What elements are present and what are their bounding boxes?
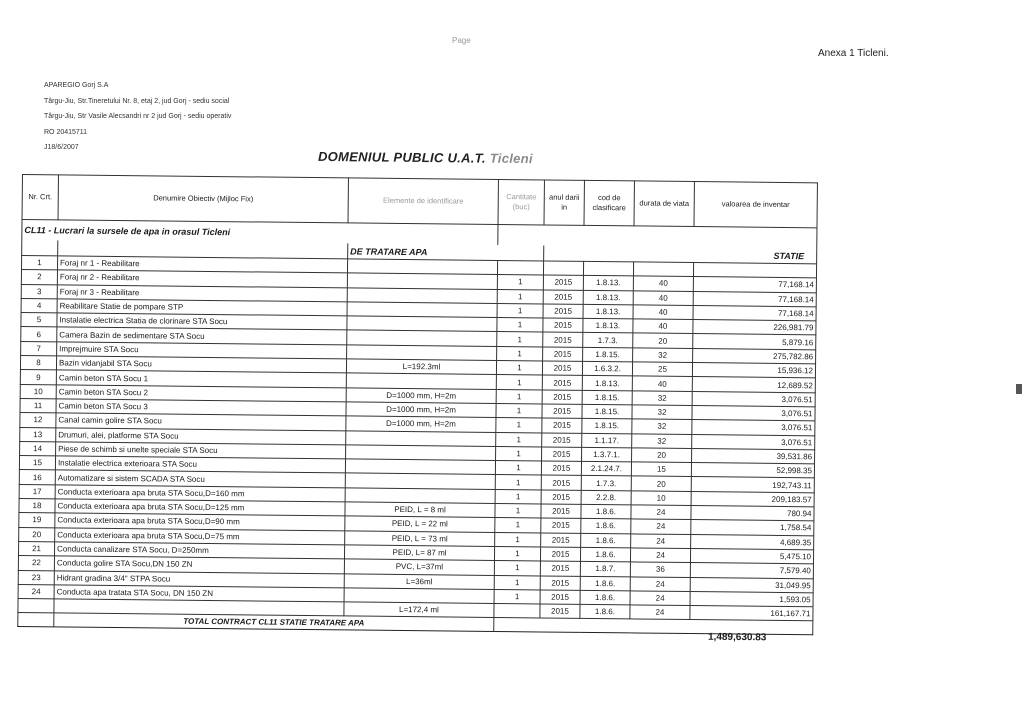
cell-name: Reabilitare Statie de pompare STP bbox=[57, 299, 347, 316]
cell-name: Foraj nr 2 - Reabilitare bbox=[57, 270, 347, 287]
cell-code: 1.7.3. bbox=[581, 476, 631, 491]
cell-value: 3,076.51 bbox=[692, 434, 815, 450]
cell-name: Bazin vidanjabil STA Socu bbox=[56, 356, 346, 373]
cell-name: Camin beton STA Socu 1 bbox=[56, 370, 346, 387]
header-year: anul darii in bbox=[544, 180, 584, 225]
cell-qty: 1 bbox=[496, 403, 542, 418]
cell-qty: 1 bbox=[495, 532, 541, 547]
grand-total: 1,489,630.83 bbox=[707, 631, 767, 644]
cell-ident: L=192.3ml bbox=[346, 359, 496, 375]
cell-nr: 19 bbox=[19, 513, 55, 528]
cell-ident bbox=[347, 302, 497, 318]
cell-life: 32 bbox=[632, 419, 692, 434]
cell-nr: 7 bbox=[21, 341, 57, 356]
cell-life: 15 bbox=[631, 462, 691, 477]
cell-life: 24 bbox=[631, 534, 691, 549]
cell-life: 32 bbox=[632, 405, 692, 420]
cell-value: 77,168.14 bbox=[693, 305, 816, 321]
cell-name: Foraj nr 3 - Reabilitare bbox=[57, 284, 347, 301]
cell-year: 2015 bbox=[541, 504, 581, 519]
cell-year: 2015 bbox=[542, 447, 582, 462]
cell-value: 209,183.57 bbox=[691, 491, 814, 507]
cell-value: 3,076.51 bbox=[692, 405, 815, 421]
cell-nr: 24 bbox=[18, 584, 54, 599]
cell-ident bbox=[345, 488, 495, 504]
cell-value: 1,758.54 bbox=[691, 520, 814, 536]
company-header bbox=[44, 78, 231, 156]
cell-nr: 14 bbox=[20, 441, 56, 456]
cell-ident bbox=[345, 473, 495, 489]
section-right-title: STATIE bbox=[544, 245, 817, 263]
cell-nr: 16 bbox=[19, 470, 55, 485]
inventory-sheet bbox=[17, 174, 817, 636]
cell-code: 1.8.6. bbox=[580, 590, 630, 605]
cell-name: Canal camin golire STA Socu bbox=[56, 413, 346, 430]
company-ro: RO 20415711 bbox=[44, 128, 88, 136]
cell-code: 1.3.7.1. bbox=[582, 447, 632, 462]
cell-value: 39,531.86 bbox=[692, 448, 815, 464]
cell-name: Imprejmuire STA Socu bbox=[57, 342, 347, 359]
cell-life: 24 bbox=[631, 505, 691, 520]
cell-year: 2015 bbox=[541, 518, 581, 533]
title-place: Ticleni bbox=[489, 150, 533, 167]
cell-qty: 1 bbox=[497, 275, 543, 290]
cell-code: 1.8.6. bbox=[580, 547, 630, 562]
cell-code: 1.8.15. bbox=[582, 419, 632, 434]
cell-ident bbox=[346, 445, 496, 461]
cell-value: 5,475.10 bbox=[690, 548, 813, 564]
cell-year: 2015 bbox=[540, 561, 580, 576]
cell-nr: 9 bbox=[20, 370, 56, 385]
cell-nr: 2 bbox=[21, 270, 57, 285]
cell-nr: 3 bbox=[21, 284, 57, 299]
cell-ident: L=36ml bbox=[344, 573, 494, 589]
cell-name: Instalatie electrica exterioara STA Socu bbox=[55, 456, 345, 473]
cell-qty: 1 bbox=[497, 332, 543, 347]
cell-year: 2015 bbox=[541, 490, 581, 505]
cell-year bbox=[543, 261, 583, 276]
cell-nr bbox=[18, 599, 54, 614]
cell-year: 2015 bbox=[542, 404, 582, 419]
company-j: J18/6/2007 bbox=[44, 144, 79, 151]
cell-year: 2015 bbox=[542, 433, 582, 448]
cell-ident: D=1000 mm, H=2m bbox=[346, 402, 496, 418]
cell-qty: 1 bbox=[495, 518, 541, 533]
header-life: durata de viata bbox=[634, 181, 694, 227]
header-ident: Elemente de identificare bbox=[348, 178, 498, 225]
cell-value: 226,981.79 bbox=[693, 320, 816, 336]
cell-value: 192,743.11 bbox=[691, 477, 814, 493]
cell-name: Instalatie electrica Statia de clorinare STA Socu bbox=[57, 313, 347, 330]
cell-ident bbox=[344, 588, 494, 604]
cell-year: 2015 bbox=[543, 332, 583, 347]
cell-qty: 1 bbox=[496, 361, 542, 376]
cell-nr: 11 bbox=[20, 398, 56, 413]
cell-life: 24 bbox=[630, 576, 690, 591]
cell-ident bbox=[347, 316, 497, 332]
cell-life: 25 bbox=[632, 362, 692, 377]
cell-life: 32 bbox=[632, 433, 692, 448]
cell-ident bbox=[347, 345, 497, 361]
cell-name: Automatizare si sistem SCADA STA Socu bbox=[55, 470, 345, 487]
cell-ident: PEID, L = 8 ml bbox=[345, 502, 495, 518]
cell-code: 1.8.7. bbox=[580, 562, 630, 577]
cell-life: 40 bbox=[633, 276, 693, 291]
cell-life: 10 bbox=[631, 491, 691, 506]
cell-value: 161,167.71 bbox=[690, 606, 813, 622]
cell-year: 2015 bbox=[542, 375, 582, 390]
cell-ident: PEID, L= 87 ml bbox=[344, 545, 494, 561]
cell-nr: 12 bbox=[20, 413, 56, 428]
cell-year: 2015 bbox=[542, 418, 582, 433]
cell-value: 780.94 bbox=[691, 506, 814, 522]
cell-qty: 1 bbox=[496, 389, 542, 404]
cell-year: 2015 bbox=[543, 275, 583, 290]
cell-nr: 1 bbox=[21, 256, 57, 271]
cell-life: 40 bbox=[633, 291, 693, 306]
cell-ident bbox=[346, 373, 496, 389]
cell-life: 24 bbox=[630, 548, 690, 563]
cell-name: Conducta exterioara apa bruta STA Socu,D=125 mm bbox=[55, 499, 345, 516]
cell-life: 32 bbox=[633, 348, 693, 363]
cell-code: 1.7.3. bbox=[583, 333, 633, 348]
cell-qty: 1 bbox=[494, 575, 540, 590]
cell-nr: 18 bbox=[19, 499, 55, 514]
cell-qty: 1 bbox=[497, 289, 543, 304]
cell-year: 2015 bbox=[543, 347, 583, 362]
inventory-table bbox=[17, 174, 818, 636]
cell-value: 77,168.14 bbox=[693, 291, 816, 307]
cell-life: 24 bbox=[630, 605, 690, 620]
company-address-social: Târgu-Jiu, Str.Tineretului Nr. 8, etaj 2, jud Gorj - sediu social bbox=[44, 97, 230, 105]
cell-ident bbox=[347, 288, 497, 304]
cell-name: Hidrant gradina 3/4" STPA Socu bbox=[54, 570, 344, 587]
title-main: DOMENIUL PUBLIC U.A.T. bbox=[317, 148, 486, 166]
cell-code: 1.8.13. bbox=[583, 319, 633, 334]
cell-nr: 6 bbox=[21, 327, 57, 342]
scan-edge-mark bbox=[1016, 384, 1022, 394]
cell-life: 20 bbox=[633, 333, 693, 348]
cell-ident bbox=[346, 430, 496, 446]
cell-qty: 1 bbox=[496, 375, 542, 390]
cell-life: 40 bbox=[633, 319, 693, 334]
cell-name: Drumuri, alei, platforme STA Socu bbox=[56, 427, 346, 444]
cell-nr: 10 bbox=[20, 384, 56, 399]
cell-nr: 4 bbox=[21, 298, 57, 313]
cell-qty bbox=[494, 604, 540, 619]
cell-value: 4,689.35 bbox=[691, 534, 814, 550]
cell-qty bbox=[497, 260, 543, 275]
cell-code: 2.1.24.7. bbox=[581, 462, 631, 477]
cell-code: 1.6.3.2. bbox=[582, 361, 632, 376]
cell-name: Conducta canalizare STA Socu, D=250mm bbox=[55, 542, 345, 559]
cell-year: 2015 bbox=[540, 575, 580, 590]
cell-name: Conducta exterioara apa bruta STA Socu,D=75 mm bbox=[55, 528, 345, 545]
cell-life: 24 bbox=[631, 519, 691, 534]
cell-year: 2015 bbox=[540, 590, 580, 605]
cell-life: 36 bbox=[630, 562, 690, 577]
cell-year: 2015 bbox=[541, 475, 581, 490]
header-name: Denumire Obiectiv (Mijloc Fix) bbox=[58, 175, 348, 223]
cell-value: 7,579.40 bbox=[690, 563, 813, 579]
total-label: TOTAL CONTRACT CL11 STATIE TRATARE APA bbox=[54, 613, 494, 632]
cell-value bbox=[693, 263, 816, 279]
cell-value: 3,076.51 bbox=[692, 391, 815, 407]
cell-year: 2015 bbox=[540, 604, 580, 619]
cell-year: 2015 bbox=[541, 533, 581, 548]
cell-qty: 1 bbox=[495, 475, 541, 490]
cell-value: 5,879.16 bbox=[693, 334, 816, 350]
cell-year: 2015 bbox=[542, 390, 582, 405]
cell-code: 2.2.8. bbox=[581, 490, 631, 505]
cell-ident bbox=[347, 259, 497, 275]
header-value: valoarea de inventar bbox=[694, 182, 817, 228]
cell-name: Camin beton STA Socu 3 bbox=[56, 399, 346, 416]
cell-ident: PEID, L = 73 ml bbox=[345, 531, 495, 547]
cell-life: 20 bbox=[631, 476, 691, 491]
cell-qty: 1 bbox=[495, 461, 541, 476]
cell-code: 1.1.17. bbox=[582, 433, 632, 448]
cell-value: 77,168.14 bbox=[693, 277, 816, 293]
cell-code: 1.8.13. bbox=[582, 376, 632, 391]
cell-qty: 1 bbox=[494, 561, 540, 576]
company-name: APAREGIO Gorj S.A bbox=[44, 82, 109, 89]
cell-value: 3,076.51 bbox=[692, 420, 815, 436]
cell-qty: 1 bbox=[495, 489, 541, 504]
cell-qty: 1 bbox=[494, 589, 540, 604]
cell-year: 2015 bbox=[543, 304, 583, 319]
cell-ident bbox=[347, 273, 497, 289]
cell-value: 31,049.95 bbox=[690, 577, 813, 593]
cell-ident: L=172,4 ml bbox=[344, 602, 494, 618]
cell-code: 1.8.6. bbox=[580, 604, 630, 619]
cell-name: Piese de schimb si unelte speciale STA Socu bbox=[56, 442, 346, 459]
cell-qty: 1 bbox=[496, 432, 542, 447]
cell-ident bbox=[345, 459, 495, 475]
cell-code: 1.8.15. bbox=[582, 404, 632, 419]
cell-code: 1.8.6. bbox=[581, 504, 631, 519]
cell-code bbox=[583, 261, 633, 276]
cell-value: 1,593.05 bbox=[690, 591, 813, 607]
cell-code: 1.8.6. bbox=[581, 533, 631, 548]
cell-code: 1.8.6. bbox=[580, 576, 630, 591]
cell-year: 2015 bbox=[540, 547, 580, 562]
cell-name: Conducta apa tratata STA Socu, DN 150 ZN bbox=[54, 585, 344, 602]
contract-label: CL11 - Lucrari la sursele de apa in orasul Ticleni bbox=[22, 220, 498, 245]
cell-code: 1.8.6. bbox=[581, 519, 631, 534]
cell-nr: 17 bbox=[19, 484, 55, 499]
section-left-title: DE TRATARE APA bbox=[348, 243, 544, 261]
cell-ident: PEID, L = 22 ml bbox=[345, 516, 495, 532]
cell-name: Camera Bazin de sedimentare STA Socu bbox=[57, 327, 347, 344]
cell-code: 1.8.13. bbox=[583, 304, 633, 319]
cell-name: Conducta exterioara apa bruta STA Socu,D=90 mm bbox=[55, 513, 345, 530]
cell-qty: 1 bbox=[496, 446, 542, 461]
cell-name: Foraj nr 1 - Reabilitare bbox=[57, 256, 347, 273]
page-title bbox=[318, 149, 533, 166]
cell-nr: 5 bbox=[21, 313, 57, 328]
cell-value: 12,689.52 bbox=[692, 377, 815, 393]
cell-life bbox=[633, 262, 693, 277]
header-code: cod de clasificare bbox=[584, 180, 634, 226]
cell-ident bbox=[347, 330, 497, 346]
cell-nr: 20 bbox=[19, 527, 55, 542]
cell-code: 1.8.13. bbox=[583, 276, 633, 291]
cell-qty: 1 bbox=[497, 303, 543, 318]
cell-nr: 15 bbox=[19, 456, 55, 471]
header-qty: Cantitate (buc) bbox=[498, 179, 544, 224]
page-label: Page bbox=[452, 36, 471, 45]
cell-qty: 1 bbox=[497, 318, 543, 333]
cell-value: 52,998.35 bbox=[691, 463, 814, 479]
cell-code: 1.8.13. bbox=[583, 290, 633, 305]
cell-ident: PVC, L=37ml bbox=[344, 559, 494, 575]
cell-life: 20 bbox=[632, 448, 692, 463]
cell-year: 2015 bbox=[543, 290, 583, 305]
cell-qty: 1 bbox=[495, 504, 541, 519]
cell-qty: 1 bbox=[497, 346, 543, 361]
cell-nr: 21 bbox=[19, 541, 55, 556]
header-nr: Nr. Crt. bbox=[22, 175, 58, 220]
cell-name: Conducta exterioara apa bruta STA Socu,D=160 mm bbox=[55, 485, 345, 502]
cell-code: 1.8.15. bbox=[582, 390, 632, 405]
cell-life: 32 bbox=[632, 391, 692, 406]
cell-name: Camin beton STA Socu 2 bbox=[56, 385, 346, 402]
cell-value: 15,936.12 bbox=[692, 363, 815, 379]
company-address-operative: Târgu-Jiu, Str Vasile Alecsandri nr 2 jud Gorj - sediu operativ bbox=[44, 113, 232, 120]
cell-name: Conducta golire STA Socu,DN 150 ZN bbox=[54, 556, 344, 573]
cell-nr: 22 bbox=[18, 556, 54, 571]
cell-value: 275,782.86 bbox=[693, 348, 816, 364]
cell-ident: D=1000 mm, H=2m bbox=[346, 416, 496, 432]
cell-life: 24 bbox=[630, 591, 690, 606]
cell-ident: D=1000 mm, H=2m bbox=[346, 388, 496, 404]
cell-nr: 13 bbox=[20, 427, 56, 442]
cell-life: 40 bbox=[633, 305, 693, 320]
cell-qty: 1 bbox=[496, 418, 542, 433]
cell-life: 40 bbox=[632, 376, 692, 391]
cell-nr: 8 bbox=[20, 356, 56, 371]
cell-year: 2015 bbox=[543, 318, 583, 333]
cell-code: 1.8.15. bbox=[583, 347, 633, 362]
cell-year: 2015 bbox=[541, 461, 581, 476]
annex-label: Anexa 1 Ticleni. bbox=[818, 48, 889, 59]
cell-qty: 1 bbox=[494, 546, 540, 561]
cell-nr: 23 bbox=[18, 570, 54, 585]
cell-year: 2015 bbox=[542, 361, 582, 376]
